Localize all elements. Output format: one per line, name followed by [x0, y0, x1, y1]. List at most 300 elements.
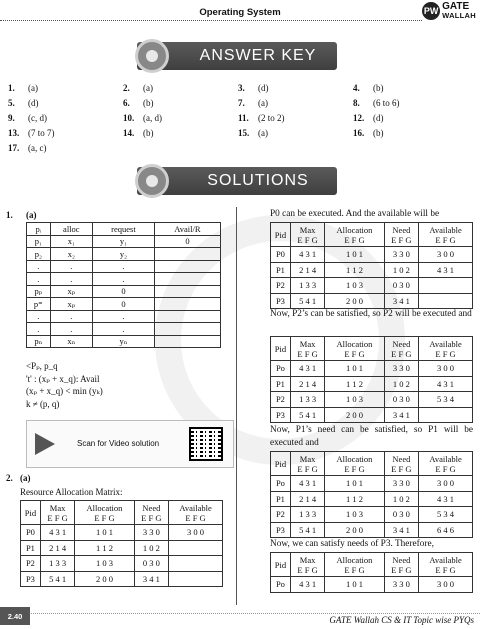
answer-item [8, 143, 127, 153]
answer-value: (a) [143, 82, 153, 93]
header-subcolumns: E F G [435, 463, 456, 474]
table-cell [154, 335, 220, 348]
header-label: Need [392, 453, 411, 464]
answer-number: 12. [353, 112, 365, 123]
table-cell: 2 1 4 [290, 491, 324, 507]
table-cell [419, 293, 473, 309]
table-header-row [21, 501, 223, 525]
table-cell [154, 248, 220, 261]
answer-item [123, 83, 238, 93]
table-cell: p₁ [27, 235, 51, 248]
table-cell: 4 3 1 [290, 361, 324, 377]
banner-circle-icon [135, 39, 169, 73]
table-cell: 1 0 3 [325, 392, 384, 408]
header-label: Allocation [336, 554, 373, 565]
table-cell: 3 4 1 [384, 293, 418, 309]
table-header-cell [290, 553, 324, 577]
table-cell: Po [271, 476, 291, 492]
table-cell: . [93, 273, 155, 286]
table-header-cell [384, 452, 418, 476]
table-row [21, 571, 223, 587]
question-1-number: 1. [6, 210, 13, 220]
answer-number: 6. [123, 97, 130, 108]
table-row [271, 507, 473, 523]
table-cell: 0 3 0 [384, 278, 418, 294]
answer-number: 1. [8, 82, 15, 93]
table-cell: P1 [271, 262, 291, 278]
table-row [271, 247, 473, 263]
table-cell: 1 0 3 [75, 556, 134, 572]
answer-number: 7. [238, 97, 245, 108]
r-intro-3: Now, P1’s need can be satisfied, so P1 will be executed and [270, 425, 473, 448]
table-header-cell [271, 337, 291, 361]
table-cell: 1 0 3 [325, 278, 384, 294]
header-subcolumns: E F G [47, 512, 68, 523]
table-header-cell [290, 452, 324, 476]
table-cell: 1 0 1 [325, 361, 384, 377]
table-cell: 5 4 1 [290, 293, 324, 309]
table-cell: 4 3 1 [40, 525, 74, 541]
table-cell: . [27, 273, 51, 286]
q2-caption: Resource Allocation Matrix: [20, 487, 123, 497]
answer-item [8, 113, 123, 123]
answer-item [8, 83, 123, 93]
table-cell: . [27, 260, 51, 273]
header-subcolumns: E F G [435, 564, 456, 575]
header-subcolumns: E F G [391, 564, 412, 575]
table-cell: P2 [271, 278, 291, 294]
answer-number: 3. [238, 82, 245, 93]
table-header-cell [419, 223, 473, 247]
table-row [27, 248, 221, 261]
table-header-cell [325, 223, 384, 247]
answer-number: 5. [8, 97, 15, 108]
table-cell: 5 4 1 [290, 407, 324, 423]
table-cell: . [27, 310, 51, 323]
table-row [271, 491, 473, 507]
answer-item [238, 113, 353, 123]
header-subcolumns: E F G [185, 512, 206, 523]
table-cell: 1 3 3 [290, 278, 324, 294]
table-cell [154, 298, 220, 311]
table-cell: P3 [21, 571, 41, 587]
table-row [27, 260, 221, 273]
table-cell: P0 [271, 247, 291, 263]
table-cell: 1 0 2 [384, 376, 418, 392]
answer-key-banner [137, 42, 337, 70]
table-cell: P3 [271, 407, 291, 423]
table-cell: 5 3 4 [419, 507, 473, 523]
answer-value: (c, d) [28, 112, 47, 123]
table-header-cell [271, 553, 291, 577]
answer-number: 17. [8, 143, 20, 154]
answer-number: 2. [123, 82, 130, 93]
note-line: k ≠ (p, q) [26, 398, 60, 409]
header-label: Allocation [336, 338, 373, 349]
table-row [21, 540, 223, 556]
table-cell: 5 4 1 [290, 522, 324, 538]
header-label: Need [392, 554, 411, 565]
table-cell [169, 556, 223, 572]
table-cell: 2 0 0 [325, 522, 384, 538]
answer-number: 9. [8, 112, 15, 123]
header-label: Available [429, 338, 462, 349]
table-row [27, 298, 221, 311]
table-row [271, 361, 473, 377]
table-cell: P0 [21, 525, 41, 541]
table-cell: 1 0 2 [384, 262, 418, 278]
available-table-3 [270, 451, 473, 538]
table-header-cell [384, 337, 418, 361]
answer-item [353, 113, 468, 123]
header-subcolumns: E F G [391, 234, 412, 245]
answer-value: (2 to 2) [258, 112, 285, 123]
table-cell: P3 [271, 293, 291, 309]
question-1-answer: (a) [26, 210, 37, 220]
table-cell: xₚ [50, 285, 92, 298]
header-label: Available [429, 554, 462, 565]
answer-value: (b) [373, 82, 384, 93]
table-row [271, 476, 473, 492]
answer-item [353, 128, 468, 138]
table-cell: 1 3 3 [40, 556, 74, 572]
table-header-cell [325, 337, 384, 361]
table-cell: xₙ [50, 335, 92, 348]
table-cell: 1 0 3 [325, 507, 384, 523]
answer-item [353, 98, 468, 108]
note-line: <Pₚ, p_q [26, 361, 58, 371]
answer-item [238, 128, 353, 138]
table-cell: 4 3 1 [290, 577, 324, 593]
table-cell [419, 407, 473, 423]
table-header-row [271, 223, 473, 247]
answer-row [8, 80, 468, 95]
note-line: 't' : (xₚ + x_q): Avail [26, 373, 100, 384]
table-row [271, 376, 473, 392]
header-label: Available [429, 224, 462, 235]
table-cell: x₁ [50, 235, 92, 248]
table-cell: 3 4 1 [384, 522, 418, 538]
header-label: Allocation [336, 224, 373, 235]
header-subcolumns: E F G [297, 234, 318, 245]
answer-row [8, 141, 468, 156]
available-table-2 [270, 336, 473, 423]
table-row [27, 323, 221, 336]
pw-logo-icon: PW [422, 2, 440, 20]
table-cell: . [50, 310, 92, 323]
table-cell: 2 0 0 [325, 293, 384, 309]
answer-key-heading: ANSWER KEY [199, 47, 317, 64]
table-header-row [271, 452, 473, 476]
table-cell: 1 3 3 [290, 507, 324, 523]
answer-number: 8. [353, 97, 360, 108]
available-table-4 [270, 552, 473, 593]
answer-number: 4. [353, 82, 360, 93]
gate-wallah-logo [422, 2, 476, 20]
r-intro-2: Now, P2’s can be satisfied, so P2 will be executed and [270, 309, 472, 319]
table-header-row [27, 223, 221, 236]
table-cell: 1 1 2 [325, 491, 384, 507]
table-cell [169, 571, 223, 587]
q1-notes [26, 360, 103, 410]
table-cell: P1 [271, 376, 291, 392]
answer-value: (a) [28, 82, 38, 93]
answer-number: 13. [8, 128, 20, 139]
header-label: Pid [274, 559, 287, 570]
table-cell: 1 0 1 [325, 476, 384, 492]
header-label: Allocation [336, 453, 373, 464]
answer-number: 10. [123, 112, 135, 123]
header-label: Need [392, 224, 411, 235]
header-label: Need [392, 338, 411, 349]
table-cell: xₚ [50, 298, 92, 311]
table-cell: 1 0 1 [325, 247, 384, 263]
answer-value: (d) [28, 97, 39, 108]
table-cell: 3 3 0 [384, 361, 418, 377]
table-header-cell [325, 553, 384, 577]
header-label: Need [142, 502, 161, 513]
header-label: Pid [274, 458, 287, 469]
table-header-cell [384, 553, 418, 577]
table-row [21, 525, 223, 541]
footer-book-title: GATE Wallah CS & IT Topic wise PYQs [329, 615, 474, 625]
table-cell: 1 3 3 [290, 392, 324, 408]
header-label: Pid [274, 343, 287, 354]
answer-row [8, 126, 468, 141]
header-subcolumns: E F G [391, 348, 412, 359]
table-header-cell [271, 452, 291, 476]
table-cell [154, 323, 220, 336]
table-cell: 1 0 2 [134, 540, 168, 556]
table-header-cell [384, 223, 418, 247]
header-subcolumns: E F G [297, 348, 318, 359]
table-row [27, 235, 221, 248]
table-cell [154, 310, 220, 323]
header-label: Pid [24, 507, 37, 518]
header-subcolumns: E F G [297, 463, 318, 474]
header-divider [0, 20, 422, 21]
header-subcolumns: E F G [344, 564, 365, 575]
table-cell: . [93, 323, 155, 336]
table-cell: 2 1 4 [290, 376, 324, 392]
play-icon[interactable] [35, 433, 55, 455]
header-subcolumns: E F G [94, 512, 115, 523]
table-cell: 0 [93, 298, 155, 311]
table-cell: y₁ [93, 235, 155, 248]
answer-value: (b) [143, 128, 154, 139]
video-solution-label: Scan for Video solution [77, 439, 160, 448]
answer-number: 16. [353, 128, 365, 139]
table-cell: . [50, 260, 92, 273]
table-cell: 2 1 4 [290, 262, 324, 278]
table-row [27, 273, 221, 286]
answer-number: 14. [123, 128, 135, 139]
table-cell: y₂ [93, 248, 155, 261]
q2-resource-matrix [20, 500, 223, 587]
header-label: Pid [274, 229, 287, 240]
table-cell: 1 1 2 [75, 540, 134, 556]
table-cell: . [27, 323, 51, 336]
table-cell [154, 273, 220, 286]
table-cell [154, 260, 220, 273]
table-header-cell [134, 501, 168, 525]
table-cell: . [93, 310, 155, 323]
answer-value: (b) [373, 128, 384, 139]
header-label: Max [299, 554, 316, 565]
answer-value: (d) [258, 82, 269, 93]
header-label: Max [299, 338, 316, 349]
header-subcolumns: E F G [435, 234, 456, 245]
answer-value: (a, c) [28, 143, 47, 154]
table-header-cell: alloc [50, 223, 92, 236]
table-cell: . [50, 273, 92, 286]
answer-item [353, 83, 468, 93]
table-cell: 0 [154, 235, 220, 248]
table-cell: 3 3 0 [384, 247, 418, 263]
table-cell: Po [271, 361, 291, 377]
answer-value: (a) [258, 128, 268, 139]
footer-divider [0, 613, 480, 614]
table-header-cell [290, 337, 324, 361]
table-cell: 2 0 0 [325, 407, 384, 423]
table-cell: 1 0 1 [325, 577, 384, 593]
table-cell: p₂ [27, 248, 51, 261]
table-row [271, 577, 473, 593]
table-cell: 3 0 0 [419, 247, 473, 263]
table-cell: . [93, 260, 155, 273]
table-row [271, 262, 473, 278]
table-header-cell [271, 223, 291, 247]
table-cell: 3 4 1 [384, 407, 418, 423]
table-row [27, 310, 221, 323]
answer-item [238, 98, 353, 108]
table-cell: x₂ [50, 248, 92, 261]
table-cell: Po [271, 577, 291, 593]
table-cell: 4 3 1 [419, 262, 473, 278]
header-label: Max [299, 453, 316, 464]
page-header [0, 0, 480, 24]
table-header-cell [40, 501, 74, 525]
table-cell: 4 3 1 [419, 376, 473, 392]
header-subcolumns: E F G [435, 348, 456, 359]
table-header-cell [419, 553, 473, 577]
table-cell: pₚ [27, 285, 51, 298]
header-subcolumns: E F G [344, 348, 365, 359]
table-cell: 2 1 4 [40, 540, 74, 556]
table-row [271, 522, 473, 538]
table-header-cell [325, 452, 384, 476]
table-header-cell: pᵢ [27, 223, 51, 236]
table-row [27, 285, 221, 298]
answer-item [123, 98, 238, 108]
qr-code-icon [189, 427, 223, 461]
table-cell: 2 0 0 [75, 571, 134, 587]
table-cell: 1 0 1 [75, 525, 134, 541]
table-cell: 3 3 0 [134, 525, 168, 541]
header-subcolumns: E F G [344, 463, 365, 474]
header-label: Available [429, 453, 462, 464]
header-label: Max [299, 224, 316, 235]
table-cell: P1 [21, 540, 41, 556]
table-header-cell [290, 223, 324, 247]
table-header-cell: Avail/R [154, 223, 220, 236]
answer-item [238, 83, 353, 93]
table-cell [169, 540, 223, 556]
table-cell: 1 1 2 [325, 262, 384, 278]
table-cell: P2 [271, 507, 291, 523]
table-cell: 1 0 2 [384, 491, 418, 507]
table-header-row [271, 337, 473, 361]
table-header-row [271, 553, 473, 577]
header-label: Max [49, 502, 66, 513]
table-row [271, 407, 473, 423]
question-2-answer: (a) [20, 473, 31, 483]
chapter-title: Operating System [199, 7, 281, 18]
table-cell: 3 0 0 [419, 361, 473, 377]
answer-item [8, 128, 123, 138]
table-header-cell [169, 501, 223, 525]
table-cell: p⁼ [27, 298, 51, 311]
answer-value: (d) [373, 112, 384, 123]
table-row [271, 293, 473, 309]
solutions-heading: SOLUTIONS [207, 172, 309, 189]
table-cell: 4 3 1 [290, 247, 324, 263]
logo-line1: GATE [442, 1, 470, 12]
solutions-banner [137, 167, 337, 195]
table-cell: pₙ [27, 335, 51, 348]
r-intro-4: Now, we can satisfy needs of P3. Therefore, [270, 539, 434, 549]
table-row [271, 392, 473, 408]
answer-value: (7 to 7) [28, 128, 55, 139]
available-table-1 [270, 222, 473, 309]
table-cell: 5 3 4 [419, 392, 473, 408]
table-cell: P2 [271, 392, 291, 408]
table-cell: 3 0 0 [419, 577, 473, 593]
answer-item [123, 113, 238, 123]
question-2-number: 2. [6, 473, 13, 483]
table-cell: 5 4 1 [40, 571, 74, 587]
header-subcolumns: E F G [344, 234, 365, 245]
answer-number: 11. [238, 112, 249, 123]
table-row [21, 556, 223, 572]
table-cell: yₙ [93, 335, 155, 348]
answer-item [8, 98, 123, 108]
table-cell: P1 [271, 491, 291, 507]
page-footer [0, 603, 480, 629]
table-header-cell: request [93, 223, 155, 236]
table-header-cell [419, 452, 473, 476]
table-cell [154, 285, 220, 298]
table-cell: 3 3 0 [384, 476, 418, 492]
note-line: (xₚ + x_q) < min (yₖ) [26, 386, 103, 396]
table-cell: 3 3 0 [384, 577, 418, 593]
table-cell: 0 3 0 [384, 392, 418, 408]
answer-key-grid [8, 80, 468, 156]
page-number: 2.40 [0, 607, 30, 625]
column-divider [236, 207, 237, 605]
header-subcolumns: E F G [141, 512, 162, 523]
answer-value: (a) [258, 97, 268, 108]
table-cell: P3 [271, 522, 291, 538]
table-cell [419, 278, 473, 294]
header-subcolumns: E F G [391, 463, 412, 474]
table-cell: 0 [93, 285, 155, 298]
video-solution-box[interactable] [26, 420, 234, 468]
answer-value: (a, d) [143, 112, 162, 123]
table-header-cell [419, 337, 473, 361]
table-row [271, 278, 473, 294]
logo-line2: WALLAH [442, 11, 476, 20]
